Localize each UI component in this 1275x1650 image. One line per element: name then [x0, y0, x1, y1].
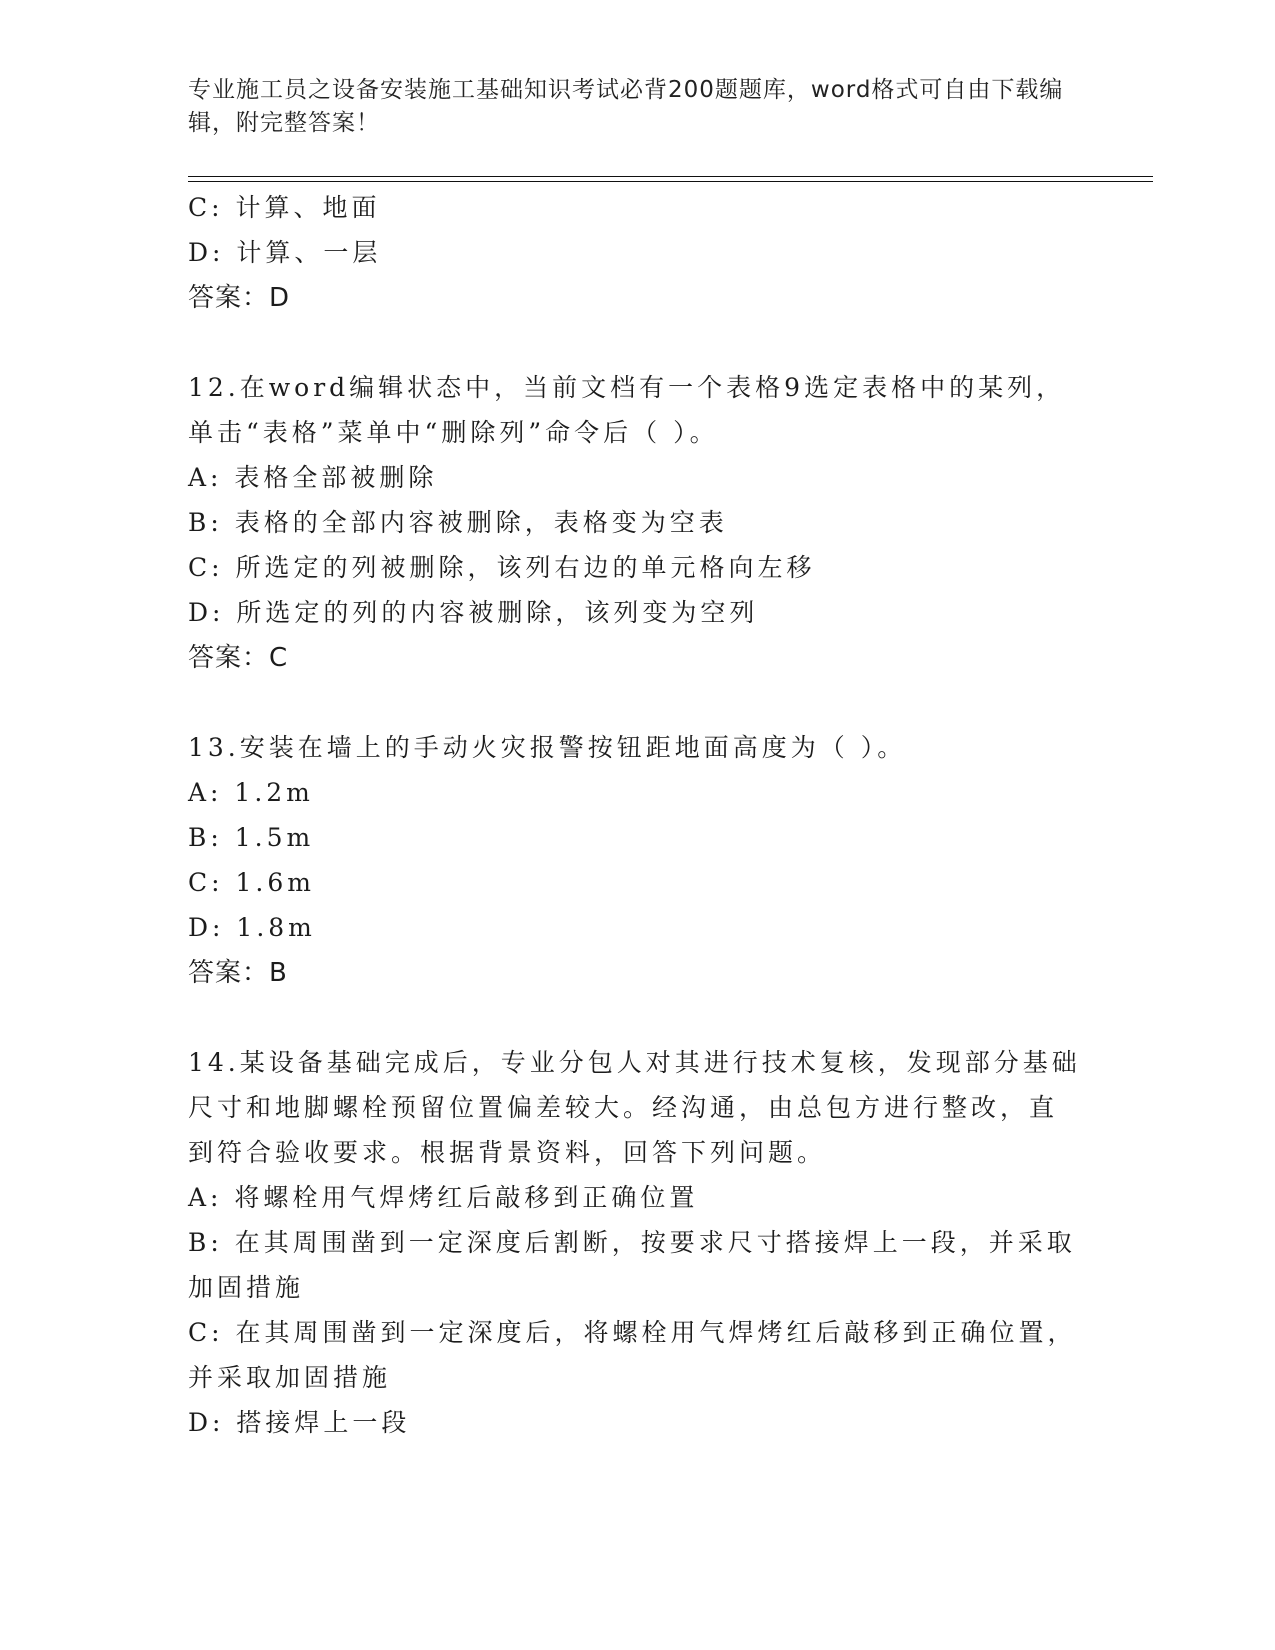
q12-option-c: C: 所选定的列被删除，该列右边的单元格向左移: [188, 553, 816, 582]
q12-option-a: A: 表格全部被删除: [188, 463, 438, 492]
q14-option-c-line-2: 并采取加固措施: [188, 1363, 392, 1392]
answer-prev: 答案：D: [188, 283, 291, 313]
question-14-line-2: 尺寸和地脚螺栓预留位置偏差较大。经沟通，由总包方进行整改，直: [188, 1093, 1059, 1122]
question-14-line-1: 14.某设备基础完成后，专业分包人对其进行技术复核，发现部分基础: [188, 1048, 1081, 1077]
option-c-prev: C: 计算、地面: [188, 193, 381, 222]
q14-option-c-line-1: C: 在其周围凿到一定深度后，将螺栓用气焊烤红后敲移到正确位置，: [188, 1318, 1077, 1347]
q12-option-b: B: 表格的全部内容被删除，表格变为空表: [188, 508, 728, 537]
header-rule-top: [188, 176, 1153, 177]
q14-option-b-line-1: B: 在其周围凿到一定深度后割断，按要求尺寸搭接焊上一段，并采取: [188, 1228, 1076, 1257]
header-rule-bottom: [188, 181, 1153, 182]
q13-option-c: C: 1.6m: [188, 868, 315, 897]
option-d-prev: D: 计算、一层: [188, 238, 382, 267]
q12-option-d: D: 所选定的列的内容被删除，该列变为空列: [188, 598, 759, 627]
question-12-line-2: 单击“表格”菜单中“删除列”命令后（ ）。: [188, 418, 719, 447]
q13-option-b: B: 1.5m: [188, 823, 315, 852]
q13-answer: 答案：B: [188, 958, 288, 988]
q12-answer: 答案：C: [188, 643, 289, 673]
q13-option-a: A: 1.2m: [188, 778, 314, 807]
question-13: 13.安装在墙上的手动火灾报警按钮距地面高度为（ ）。: [188, 733, 907, 762]
document-header: 专业施工员之设备安装施工基础知识考试必背200题题库，word格式可自由下载编辑，附完整答案！: [188, 77, 1064, 136]
q13-option-d: D: 1.8m: [188, 913, 316, 942]
q14-option-b-line-2: 加固措施: [188, 1273, 305, 1302]
q14-option-d: D: 搭接焊上一段: [188, 1408, 411, 1437]
question-12-line-1: 12.在word编辑状态中，当前文档有一个表格9选定表格中的某列，: [188, 373, 1066, 402]
question-14-line-3: 到符合验收要求。根据背景资料，回答下列问题。: [188, 1138, 827, 1167]
q14-option-a: A: 将螺栓用气焊烤红后敲移到正确位置: [188, 1183, 699, 1212]
